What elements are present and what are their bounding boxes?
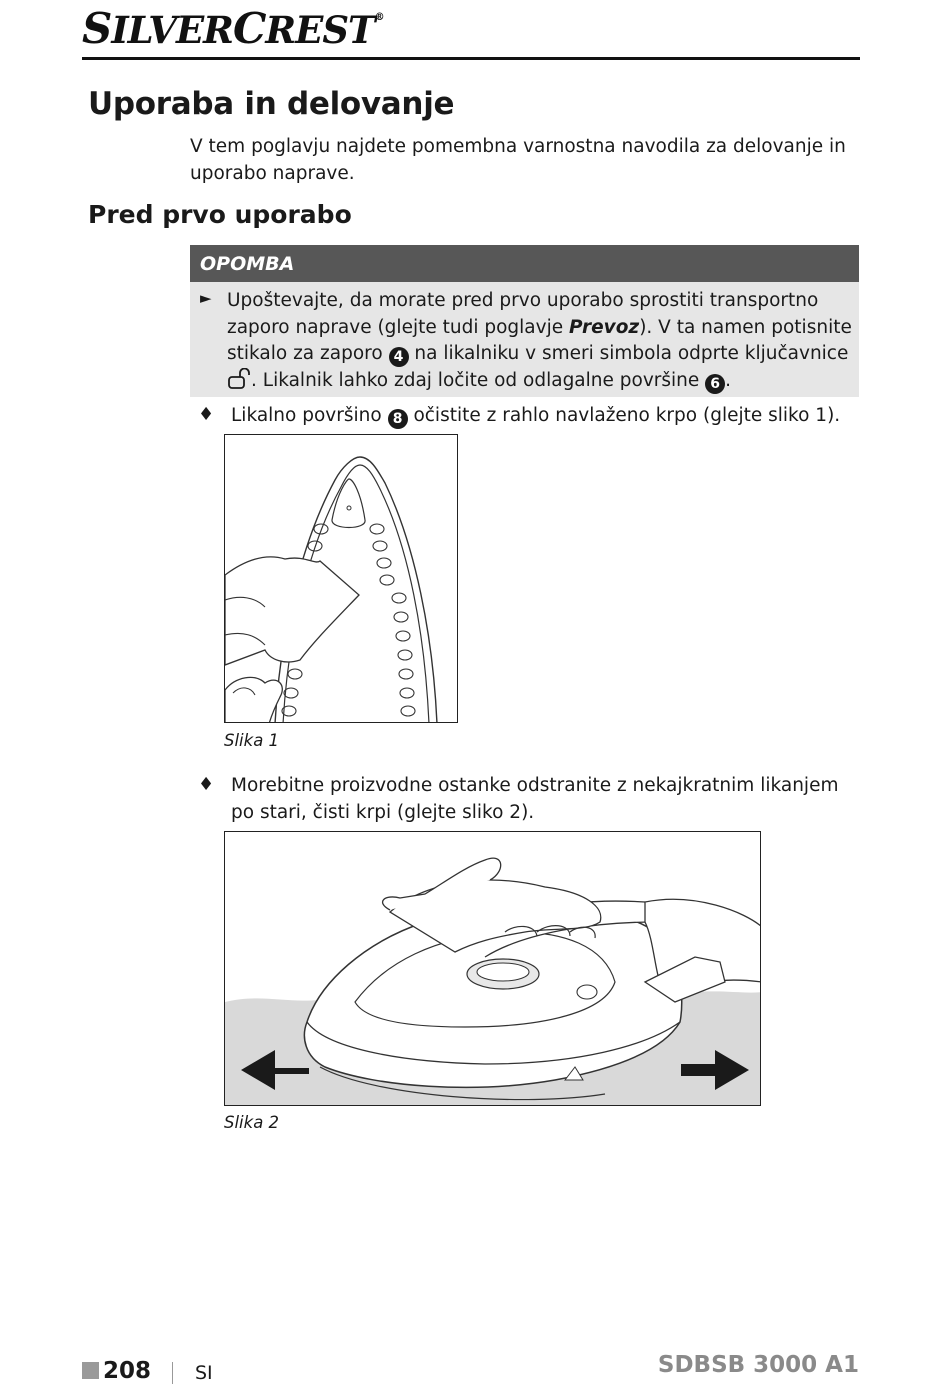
language-code: SI (195, 1362, 213, 1384)
intro-text: V tem poglavju najdete pomembna varnostna navodila za delovanje in uporabo naprave. (190, 136, 846, 184)
chapter-reference: Prevoz (568, 316, 640, 338)
page-number: 208 (82, 1358, 151, 1384)
ironing-illustration (225, 832, 761, 1106)
part-number-badge: 6 (705, 374, 725, 394)
step-text: Morebitne proizvodne ostanke odstranite z nekajkratnim likanjem po stari, čisti krpi (glejte sliko 2). (231, 775, 839, 823)
part-number-badge: 4 (389, 347, 409, 367)
figure-caption: Slika 1 (224, 731, 280, 750)
bullet-icon: ♦ (198, 774, 215, 795)
figure-2-ironing-cloth (224, 831, 761, 1106)
step-text: Likalno površino 8 očistite z rahlo navlaženo krpo (glejte sliko 1). (231, 405, 841, 427)
part-number-badge: 8 (388, 409, 408, 429)
model-name: SDBSB 3000 A1 (657, 1352, 859, 1378)
note-heading: OPOMBA (190, 245, 859, 282)
note-arrow-icon: ► (200, 289, 212, 307)
figure-1-soleplate-cleaning (224, 434, 458, 723)
soleplate-illustration (225, 435, 458, 723)
note-box (190, 245, 859, 397)
note-text: Upoštevajte, da morate pred prvo uporabo sprostiti transportno zaporo naprave (glejte tudi poglavje Prevoz). V ta namen potisnite stikalo za zaporo 4 na likalniku v smeri simbola odprte ključavnice . Likalnik lahko zdaj ločite od odlagalne površine 6 . (227, 290, 852, 392)
open-lock-icon (227, 368, 251, 390)
header-rule (82, 57, 860, 60)
square-icon (82, 1362, 99, 1379)
section-title: Uporaba in delovanje (88, 86, 455, 122)
brand-logo: SILVERCREST® (82, 4, 384, 53)
bullet-icon: ♦ (198, 404, 215, 425)
subsection-title: Pred prvo uporabo (88, 200, 352, 229)
footer-divider (172, 1362, 173, 1384)
figure-caption: Slika 2 (224, 1113, 280, 1132)
